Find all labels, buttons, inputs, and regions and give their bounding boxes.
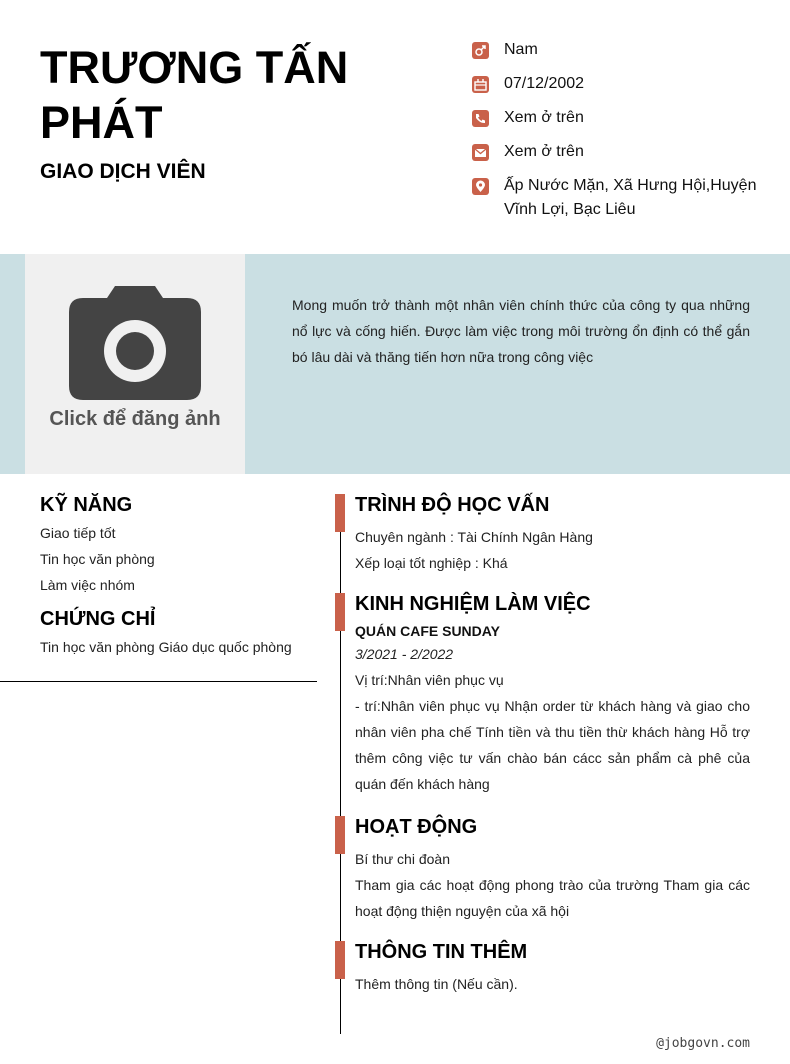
location-icon	[472, 178, 489, 195]
gender-icon	[472, 42, 489, 59]
experience-heading: KINH NGHIỆM LÀM VIỆC	[355, 593, 591, 615]
contact-phone	[472, 108, 762, 130]
section-marker	[335, 816, 345, 854]
career-objective: Mong muốn trở thành một nhân viên chính thức của công ty qua những nổ lực và cống hiến. Được làm việc trong môi trường ổn định có thể gắn bó lâu dài và thăng tiến hơn nữa trong công việc	[292, 297, 750, 365]
education-heading: TRÌNH ĐỘ HỌC VẤN	[355, 494, 550, 516]
job-title: GIAO DỊCH VIÊN	[40, 160, 206, 183]
certificate-item: Tin học văn phòng Giáo dục quốc phòng	[40, 639, 292, 655]
activity-item: Bí thư chi đoàn	[355, 851, 450, 867]
activities-section	[355, 814, 750, 924]
contact-text: Ấp Nước Mặn, Xã Hưng Hội,Huyện Vĩnh Lợi, Bạc Liêu	[504, 177, 757, 218]
contact-text: Xem ở trên	[504, 143, 584, 160]
birthday-icon	[472, 76, 489, 93]
camera-icon	[69, 286, 201, 400]
work-period: 3/2021 - 2/2022	[355, 646, 454, 662]
photo-caption: Click để đăng ảnh	[49, 408, 221, 430]
left-column	[40, 492, 320, 660]
education-item: Chuyên ngành : Tài Chính Ngân Hàng	[355, 529, 593, 545]
skill-item: Giao tiếp tốt	[40, 525, 116, 541]
additional-section	[355, 939, 750, 997]
section-marker	[335, 941, 345, 979]
work-position: Vị trí:Nhân viên phục vụ	[355, 672, 504, 688]
section-marker	[335, 494, 345, 532]
contact-list	[472, 40, 762, 234]
cv-header	[0, 0, 790, 254]
divider	[0, 681, 317, 682]
skill-item: Làm việc nhóm	[40, 577, 135, 593]
certificates-heading: CHỨNG CHỈ	[40, 608, 156, 630]
additional-item: Thêm thông tin (Nếu cần).	[355, 976, 518, 992]
contact-gender	[472, 40, 762, 62]
experience-section	[355, 591, 750, 797]
contact-text: Nam	[504, 41, 538, 58]
activity-item: Tham gia các hoạt động phong trào của trường Tham gia các hoạt động thiện nguyện của xã hội	[355, 877, 750, 919]
section-marker	[335, 593, 345, 631]
contact-text: Xem ở trên	[504, 109, 584, 126]
education-item: Xếp loại tốt nghiệp : Khá	[355, 555, 508, 571]
work-description: - trí:Nhân viên phục vụ Nhận order từ khách hàng và giao cho nhân viên pha chế Tính tiền và thu tiền thừ khách hàng Hỗ trợ thêm công việc tư vấn chào bán cácc sản phẩm cà phê của quán đến khách hàng	[355, 698, 750, 792]
watermark: @jobgovn.com	[656, 1036, 750, 1051]
additional-heading: THÔNG TIN THÊM	[355, 941, 528, 963]
photo-upload[interactable]	[25, 254, 245, 474]
candidate-name: TRƯƠNG TẤN PHÁT	[40, 42, 349, 148]
phone-icon	[472, 110, 489, 127]
contact-text: 07/12/2002	[504, 75, 585, 92]
contact-birthday	[472, 74, 762, 96]
skill-item: Tin học văn phòng	[40, 551, 155, 567]
email-icon	[472, 144, 489, 161]
summary-band	[0, 254, 790, 474]
contact-email	[472, 142, 762, 164]
contact-address	[472, 176, 762, 222]
activities-heading: HOẠT ĐỘNG	[355, 816, 478, 838]
education-section	[355, 492, 750, 576]
skills-heading: KỸ NĂNG	[40, 494, 133, 516]
company-name: QUÁN CAFE SUNDAY	[355, 623, 500, 639]
